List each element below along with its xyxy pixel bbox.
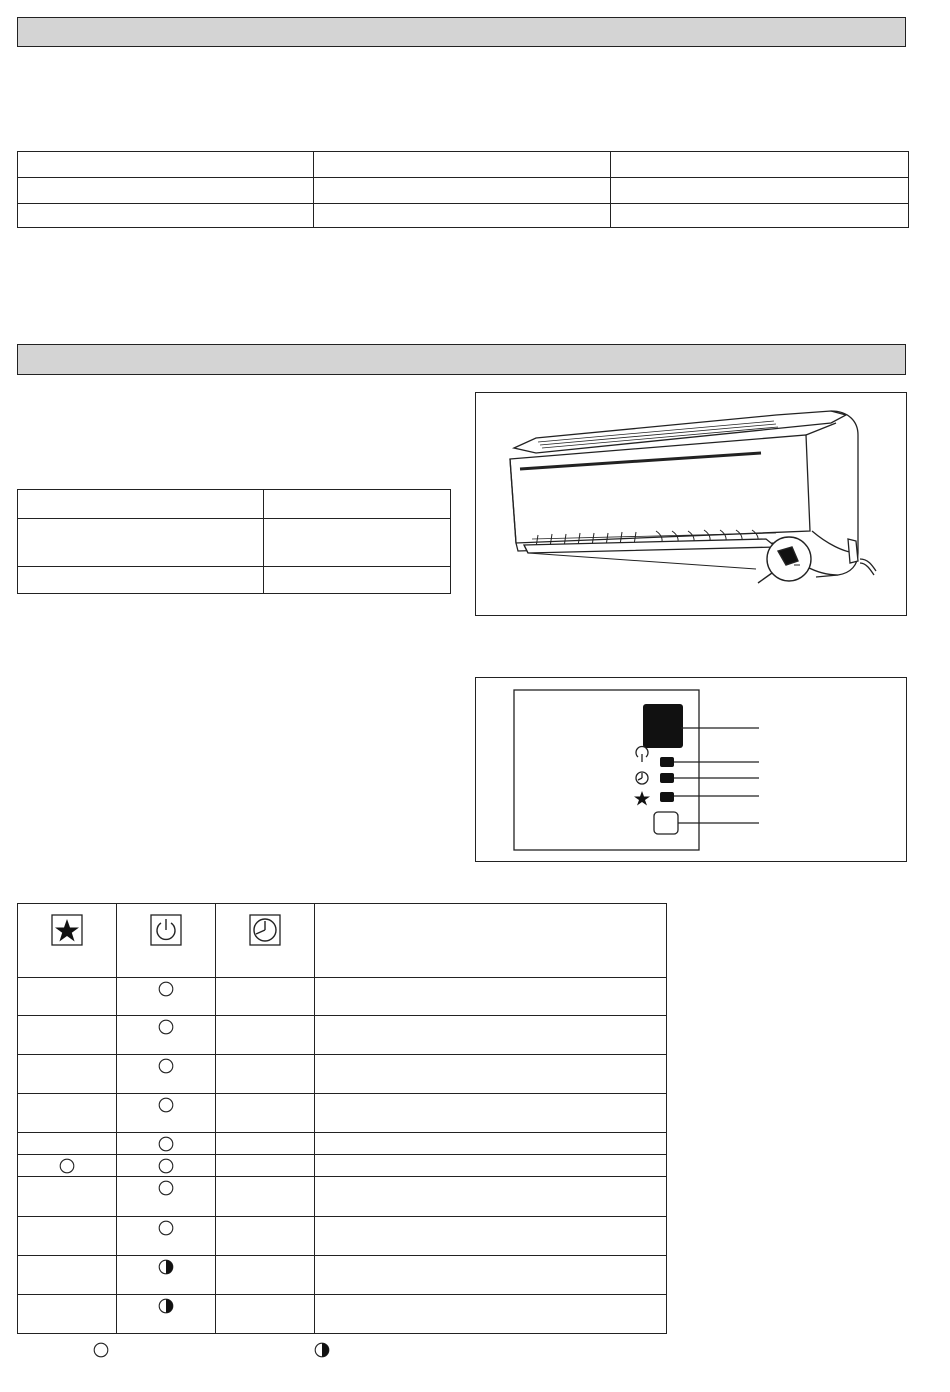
table-cell xyxy=(264,567,451,594)
status-cell-timer xyxy=(216,1217,315,1256)
status-description-cell xyxy=(315,1295,667,1334)
status-cell-timer xyxy=(216,1016,315,1055)
table-row xyxy=(18,1055,667,1094)
table-cell xyxy=(18,204,314,228)
status-cell-timer xyxy=(216,1094,315,1133)
table-cell xyxy=(18,519,264,567)
table-cell xyxy=(18,178,314,204)
star-icon xyxy=(51,914,83,946)
table-cell xyxy=(611,152,909,178)
lamp-on-icon xyxy=(158,1058,174,1074)
status-description-cell xyxy=(315,1094,667,1133)
lamp-on-icon xyxy=(158,1097,174,1113)
status-description-cell xyxy=(315,1055,667,1094)
lamp-on-icon xyxy=(158,1220,174,1236)
table-cell xyxy=(314,178,611,204)
table-row xyxy=(18,978,667,1016)
section-2-header xyxy=(17,344,906,375)
status-cell-star xyxy=(18,1256,117,1295)
status-cell-timer xyxy=(216,1055,315,1094)
status-cell-timer xyxy=(216,1155,315,1177)
lamp-on-icon xyxy=(158,1136,174,1152)
status-description-cell xyxy=(315,1177,667,1217)
lamp-on-icon xyxy=(158,1158,174,1174)
status-cell-star xyxy=(18,1133,117,1155)
lamp-special xyxy=(660,792,674,802)
status-cell-star xyxy=(18,978,117,1016)
table-cell xyxy=(264,490,451,519)
status-cell-timer xyxy=(216,1177,315,1217)
status-cell-timer xyxy=(216,978,315,1016)
status-cell-star xyxy=(18,1155,117,1177)
table-row xyxy=(18,1133,667,1155)
status-cell-timer xyxy=(216,1133,315,1155)
table-cell xyxy=(264,519,451,567)
table-cell xyxy=(611,204,909,228)
status-cell-star xyxy=(18,1295,117,1334)
status-description-cell xyxy=(315,1217,667,1256)
air-conditioner-icon xyxy=(476,393,906,615)
header-description-cell xyxy=(315,904,667,978)
status-cell-power xyxy=(117,1155,216,1177)
table-row xyxy=(18,1217,667,1256)
lamp-on-icon xyxy=(93,1342,109,1358)
spec-table-2 xyxy=(17,489,451,594)
table-row xyxy=(18,1016,667,1055)
display-window-icon xyxy=(643,704,683,748)
status-description-cell xyxy=(315,1133,667,1155)
indicator-panel-diagram xyxy=(476,678,906,861)
status-cell-timer xyxy=(216,1256,315,1295)
table-cell xyxy=(18,567,264,594)
table-cell xyxy=(611,178,909,204)
status-cell-power xyxy=(117,1177,216,1217)
header-clock-cell xyxy=(216,904,315,978)
table-row xyxy=(18,1177,667,1217)
table-cell xyxy=(18,490,264,519)
section-1-header xyxy=(17,17,906,47)
lamp-status-table xyxy=(17,903,667,1334)
lamp-blink-icon xyxy=(158,1259,174,1275)
indoor-unit-figure xyxy=(475,392,907,616)
status-cell-power xyxy=(117,1055,216,1094)
lamp-blink-icon xyxy=(158,1298,174,1314)
table-cell xyxy=(314,152,611,178)
table-cell xyxy=(18,152,314,178)
status-description-cell xyxy=(315,1016,667,1055)
status-cell-power xyxy=(117,1094,216,1133)
table-cell xyxy=(314,204,611,228)
status-cell-power xyxy=(117,1217,216,1256)
status-cell-power xyxy=(117,1016,216,1055)
lamp-on-icon xyxy=(59,1158,75,1174)
power-icon xyxy=(150,914,182,946)
header-power-cell xyxy=(117,904,216,978)
status-cell-star xyxy=(18,1016,117,1055)
status-description-cell xyxy=(315,1155,667,1177)
status-cell-star xyxy=(18,1177,117,1217)
status-cell-star xyxy=(18,1217,117,1256)
status-cell-star xyxy=(18,1094,117,1133)
status-description-cell xyxy=(315,1256,667,1295)
table-row xyxy=(18,1155,667,1177)
status-cell-star xyxy=(18,1055,117,1094)
table-row xyxy=(18,1094,667,1133)
lamp-on-icon xyxy=(158,981,174,997)
status-cell-power xyxy=(117,1133,216,1155)
legend xyxy=(0,1336,950,1366)
status-cell-power xyxy=(117,978,216,1016)
table-row xyxy=(18,1295,667,1334)
status-cell-timer xyxy=(216,1295,315,1334)
status-description-cell xyxy=(315,978,667,1016)
clock-icon xyxy=(249,914,281,946)
lamp-timer xyxy=(660,773,674,783)
lamp-on-icon xyxy=(158,1019,174,1035)
indicator-panel-figure xyxy=(475,677,907,862)
table-header-row xyxy=(18,904,667,978)
header-star-cell xyxy=(18,904,117,978)
receiver-window-icon xyxy=(654,812,678,834)
spec-table-1 xyxy=(17,151,909,228)
lamp-blink-icon xyxy=(314,1342,330,1358)
lamp-on-icon xyxy=(158,1180,174,1196)
status-cell-power xyxy=(117,1295,216,1334)
table-row xyxy=(18,1256,667,1295)
lamp-operation xyxy=(660,757,674,767)
status-cell-power xyxy=(117,1256,216,1295)
